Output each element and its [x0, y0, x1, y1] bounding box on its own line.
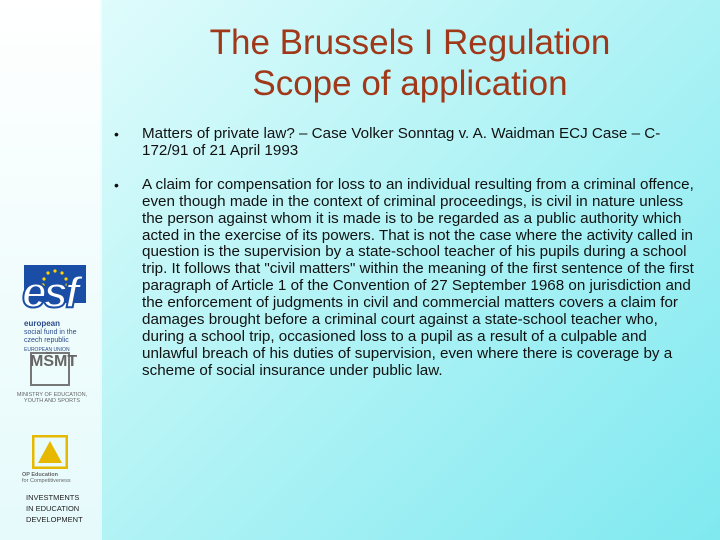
- sidebar-divider: [100, 0, 102, 540]
- op-line-2: for Competitiveness: [22, 478, 71, 484]
- invest-line-2: IN EDUCATION: [26, 504, 80, 513]
- esf-logo: esf: [22, 268, 77, 317]
- bullet-marker: •: [114, 126, 119, 142]
- title-line-2: Scope of application: [252, 64, 568, 103]
- bullet-item: [114, 126, 704, 160]
- esf-line-1: european: [24, 319, 61, 328]
- title-line-1: The Brussels I Regulation: [209, 23, 611, 62]
- esf-line-2: social fund in the: [24, 329, 77, 336]
- bullet-text: Matters of private law? – Case Volker Sonntag v. A. Waidman ECJ Case – C- 172/91 of 21 April 1993: [142, 125, 661, 159]
- msmt-line-2: YOUTH AND SPORTS: [23, 398, 81, 404]
- investments-logo: [26, 492, 96, 525]
- bullet-item: [114, 177, 704, 380]
- msmt-logo-text: MŠMT: [30, 353, 78, 370]
- invest-line-3: DEVELOPMENT: [26, 515, 83, 524]
- bullet-marker: •: [114, 176, 119, 193]
- slide-title: [110, 22, 710, 104]
- invest-line-1: INVESTMENTS: [26, 493, 80, 502]
- esf-line-3: czech republic: [24, 337, 69, 344]
- eu-label: EUROPEAN UNION: [24, 347, 70, 353]
- msmt-line-1: MINISTRY OF EDUCATION,: [16, 392, 88, 398]
- op-education-icon: [32, 435, 68, 469]
- op-line-1: OP Education: [22, 472, 58, 478]
- bullet-list: [114, 126, 704, 380]
- bullet-text: A claim for compensation for loss to an individual resulting from a criminal offence, even though made in the context of criminal proceedings, is civil in nature unless the person against whom it is made is to be regarded as a public authority which acted in the exercise of its powers. That is not the case where the activity called in question is the supervision by a state-school teacher of his pupils during a school trip. It follows that "civil matters" within the meaning of the first sentence of the first paragraph of Article 1 of the Convention of 27 September 1968 on jurisdiction and the enforcement of judgments in civil and commercial matters covers a claim for damages brought before a criminal court against a state-school teacher who, during a school trip, occasioned loss to a pupil as a result of a culpable and unlawful breach of his duties of supervision, even where there is coverage by a scheme of social insurance under public law.: [142, 175, 694, 379]
